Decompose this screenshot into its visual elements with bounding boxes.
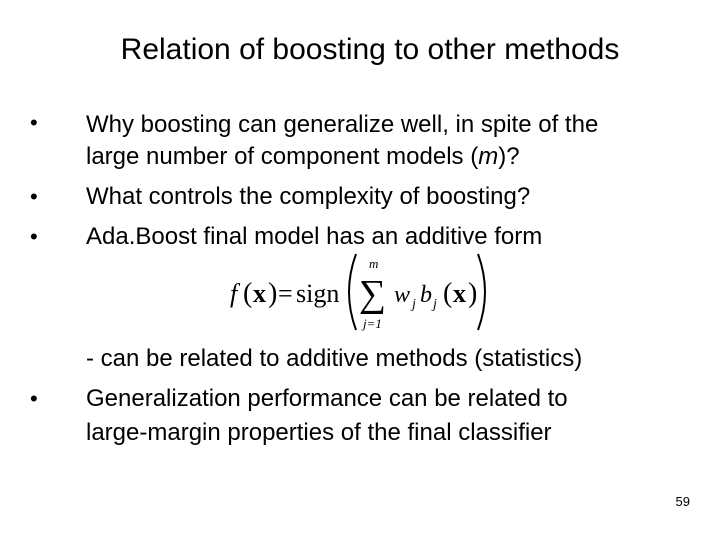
slide-title: Relation of boosting to other methods	[120, 33, 620, 66]
bullet-generalization-line-2: large-margin properties of the final classifier	[86, 419, 552, 446]
formula-w: w	[394, 282, 411, 308]
text-segment: large number of component models (	[86, 143, 479, 170]
additive-methods-note: - can be related to additive methods (statistics)	[86, 345, 583, 372]
formula-f: f	[230, 279, 238, 308]
formula-big-right-paren	[478, 254, 485, 330]
bullet-complexity: What controls the complexity of boosting?	[86, 183, 531, 210]
formula-paren: (	[443, 278, 453, 309]
formula-upper-limit: m	[369, 256, 379, 271]
page-number: 59	[675, 494, 690, 509]
bullet-generalize-line-2	[86, 142, 520, 172]
formula-sign: sign	[296, 279, 340, 308]
formula-w-subscript: j	[412, 297, 416, 312]
bullet-marker: •	[30, 386, 38, 411]
formula-equals: =	[278, 279, 293, 308]
bullet-generalize-line-1: Why boosting can generalize well, in spite of the	[86, 111, 599, 138]
bullet-additive-form: Ada.Boost final model has an additive form	[86, 223, 543, 250]
formula-paren: (	[243, 278, 253, 309]
bullet-generalization-line-1: Generalization performance can be related to	[86, 385, 568, 412]
bullet-marker: •	[30, 184, 38, 209]
formula-sum-symbol: ∑	[359, 273, 387, 315]
formula-b-subscript: j	[433, 297, 437, 312]
bullet-marker: •	[30, 224, 38, 249]
adaboost-formula	[230, 250, 490, 334]
formula-big-left-paren	[349, 254, 356, 330]
formula-paren: )	[268, 278, 278, 309]
formula-x: x	[253, 279, 266, 308]
formula-lower-limit: j=1	[363, 316, 382, 331]
variable-m: m	[478, 143, 499, 170]
formula-paren: )	[468, 278, 478, 309]
formula-b: b	[420, 282, 432, 308]
formula-x: x	[453, 279, 466, 308]
text-segment: )?	[498, 143, 520, 170]
bullet-marker: •	[30, 110, 38, 135]
